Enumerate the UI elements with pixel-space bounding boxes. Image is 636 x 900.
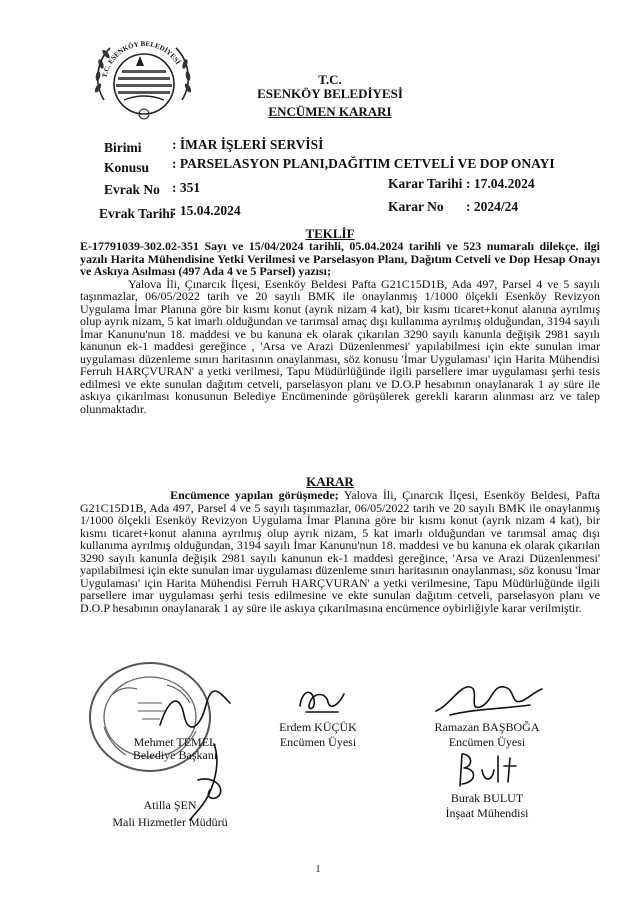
signatory-title: Encümen Üyesi: [448, 735, 526, 749]
signature-erdem-kucuk-icon: [292, 682, 352, 718]
meta-karar-no-value: : 2024/24: [466, 199, 519, 214]
signatory-name: Erdem KÜÇÜK: [279, 720, 357, 734]
signature-ramazan-basboga-icon: [430, 675, 545, 723]
signatory-title: Belediye Başkanı: [132, 748, 218, 762]
meta-birimi-label: Birimi: [104, 140, 142, 155]
signatory-title: İnşaat Mühendisi: [445, 806, 529, 820]
signature-mehmet-temel-icon: [150, 685, 240, 735]
meta-karar-no-label: Karar No: [388, 199, 444, 214]
signatory-name: Burak BULUT: [450, 791, 524, 805]
meta-evrak-tarihi-value: : 15.04.2024: [172, 203, 241, 218]
meta-konusu-label: Konusu: [104, 160, 150, 175]
teklif-title: TEKLİF: [305, 226, 355, 241]
page-number: 1: [315, 864, 321, 875]
signatory-name: Atilla ŞEN: [143, 798, 197, 812]
signatory-name: Mehmet TEMEL: [133, 735, 217, 749]
header-doc-type: ENCÜMEN KARARI: [268, 104, 392, 119]
meta-karar-tarihi-value: : 17.04.2024: [466, 176, 535, 191]
meta-konusu-value: : PARSELASYON PLANI,DAĞITIM CETVELİ VE DOP ONAYI: [172, 156, 555, 171]
svg-text:T.C. ESENKÖY BELEDİYESİ: T.C. ESENKÖY BELEDİYESİ: [100, 39, 182, 79]
header-tc: T.C.: [318, 72, 342, 87]
meta-evrak-no-value: : 351: [172, 180, 201, 195]
meta-evrak-no-label: Evrak No: [104, 182, 160, 197]
karar-paragraph: Encümence yapılan görüşmede; Yalova İli, Çınarcık İlçesi, Esenköy Beldesi, Pafta G21C15D1B, Ada 497, Parsel 4 ve 5 sayılı taşınmazlar, 06/05/2022 tarih ve 20 sayılı BMK ile onaylanmış 1/1000 ölçekli Esenköy Revizyon Uygulama İmar Planına göre bir kısmı konut (ayrık nizam 4 kat), bir kısmı ticaret+konut alanına ayrılmış olup ayrık nizam, 5 kat imarlı olduğundan ve tarımsal amaç dışı kullanıma ayrılmış olduğundan, 3194 sayılı İmar Kanunu'nun 18. maddesi ve bu kanuna ek olarak çıkarılan 3290 sayılı kanunla değişik 2981 sayılı kanunun ek-1 maddesi gereğince, 'Arsa ve Arazi Düzenlenmesi' yapılabilmesi için ekte sunulan imar uygulaması düzenleme sınırı haritasının onaylanması, söz konusu 'İmar Uygulaması' için Harita Mühendisi Ferruh HARÇVURAN' a yetki verilmesine, Tapu Müdürlüğünde ilgili parsellere imar uygulaması şerhi tesis edilmesine ve ekte sunulan dağıtım cetveli, parselasyon planı ve D.O.P hesabının onaylanarak 1 ay süre ile askıya çıkarılmasına encümence oybirliğiyle karar verilmiştir.: [80, 488, 601, 615]
meta-evrak-tarihi-label: Evrak Tarihi: [99, 206, 174, 221]
meta-karar-tarihi-label: Karar Tarihi: [388, 176, 463, 191]
signature-burak-bulut-icon: [452, 748, 522, 792]
header-municipality: ESENKÖY BELEDİYESİ: [257, 86, 403, 101]
meta-birimi-value: : İMAR İŞLERİ SERVİSİ: [172, 137, 324, 152]
signatory-title: Encümen Üyesi: [279, 735, 357, 749]
signatory-title: Mali Hizmetler Müdürü: [112, 815, 228, 829]
teklif-paragraph: E-17791039-302.02-351 Sayı ve 15/04/2024 tarihli, 05.04.2024 tarihli ve 523 numaralı dilekçe. ilgi yazılı Harita Mühendisine Yetki Verilmesi ve Parselasyon Planı, Dağıtım Cetveli ve Dop Hesap Onayı ve Askıya Asılması (497 Ada 4 ve 5 Parsel) yazısı; Yalova İli, Çınarcık İlçesi, Esenköy Beldesi Pafta G21C15D1B, Ada 497, Parsel 4 ve 5 sayılı taşınmazlar, 06/05/2022 tarih ve 20 sayılı BMK ile onaylanmış 1/1000 ölçekli Esenköy Revizyon Uygulama İmar Planına göre bir kısmı konut (ayrık nizam 4 kat), bir kısmı ticaret+konut alanına ayrılmış olup ayrık nizam, 5 kat imarlı olduğundan ve tarımsal amaç dışı kullanıma ayrılmış olduğundan, 3194 sayılı İmar Kanunu'nun 18. maddesi ve bu kanuna ek olarak çıkarılan 3290 sayılı kanunla değişik 2981 sayılı kanunun ek-1 maddesi gereğince , 'Arsa ve Arazi Düzenlenmesi' yapılabilmesi için ekte sunulan imar uygulaması düzenleme sınırı haritasının onaylanması, söz konusu 'İmar Uygulaması' için Harita Mühendisi Ferruh HARÇVURAN' a yetki verilmesi, Tapu Müdürlüğünde ilgili parsellere imar uygulaması şerhi tesis edilmesi ve ekte sunulan dağıtım cetveli, parselasyon planı ve D.O.P hesabının onaylanarak 1 ay süre ile askıya çıkarılması konusunun Belediye Encümeninde görüşülerek gerekli kararın alınması arz ve talep olunmaktadır.: [80, 239, 600, 416]
signatory-name: Ramazan BAŞBOĞA: [434, 720, 540, 734]
karar-title: KARAR: [306, 474, 354, 489]
